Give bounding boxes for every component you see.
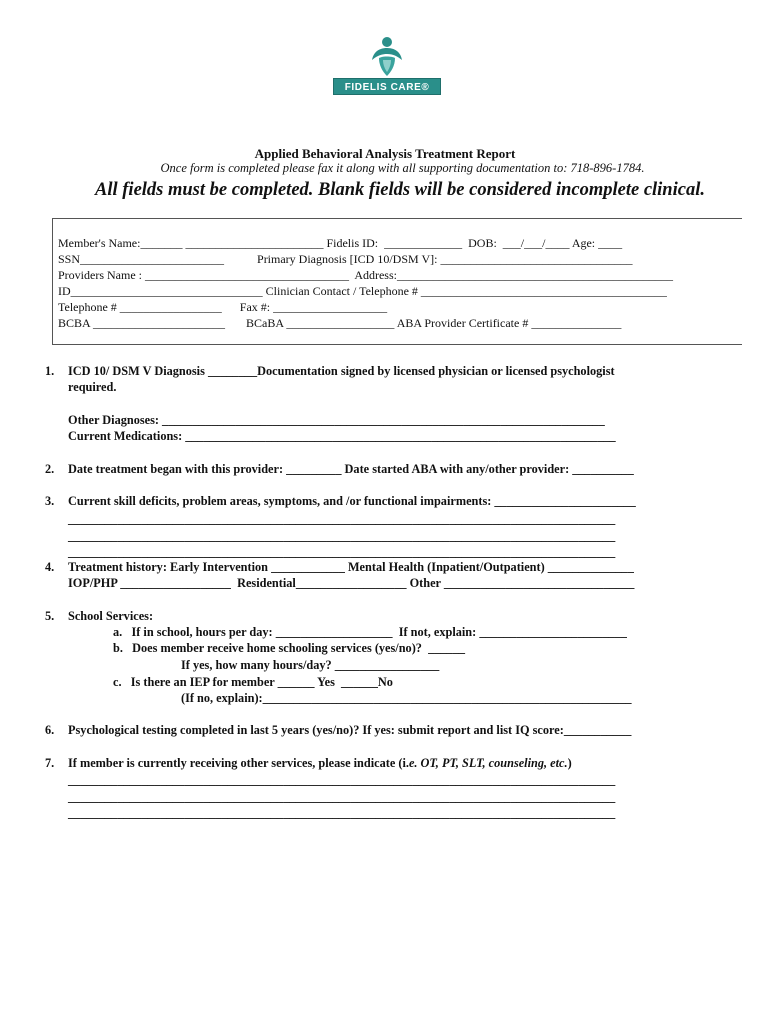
id-clinician-line[interactable]: ID________________________________ Clinician Contact / Telephone # _________________________________________	[58, 284, 667, 298]
ssn-diagnosis-line[interactable]: SSN________________________ Primary Diagnosis [ICD 10/DSM V]: ________________________________	[58, 252, 633, 266]
q5c-iep-field[interactable]: c. Is there an IEP for member ______ Yes ______No	[113, 675, 393, 689]
question-number: 2.	[45, 462, 55, 476]
fidelis-care-logo	[333, 34, 441, 96]
q4-treatment-history-field[interactable]: Treatment history: Early Intervention ____________ Mental Health (Inpatient/Outpatient) ______________	[68, 560, 634, 574]
completion-warning: All fields must be completed. Blank fields will be considered incomplete clinical.	[95, 180, 705, 200]
telephone-fax-line[interactable]: Telephone # _________________ Fax #: ___________________	[58, 300, 388, 314]
question-number: 1.	[45, 364, 55, 378]
q1-other-diagnoses-field[interactable]: Other Diagnoses: ________________________________________________________________________	[68, 413, 605, 427]
brand-wordmark: FIDELIS CARE®	[333, 78, 441, 95]
bcba-certificate-line[interactable]: BCBA ______________________ BCaBA __________________ ABA Provider Certificate # _______________	[58, 316, 622, 330]
q5c-explain-field[interactable]: (If no, explain):____________________________________________________________	[181, 691, 632, 705]
question-number: 4.	[45, 560, 55, 574]
q5-school-services-label: School Services:	[68, 609, 154, 623]
question-number: 5.	[45, 609, 55, 623]
caring-figure-icon	[369, 34, 405, 78]
q5a-hours-field[interactable]: a. If in school, hours per day: ___________________ If not, explain: ________________________	[113, 625, 627, 639]
q7-blank-line[interactable]: _________________________________________________________________________________________	[68, 790, 616, 804]
question-number: 7.	[45, 756, 55, 770]
q1-current-medications-field[interactable]: Current Medications: ______________________________________________________________________	[68, 429, 616, 443]
q7-other-services-label	[68, 756, 572, 771]
q4-iop-residential-field[interactable]: IOP/PHP __________________ Residential__________________ Other _______________________________	[68, 576, 635, 590]
member-name-line[interactable]: Member's Name:_______ _______________________ Fidelis ID: _____________ DOB: ___/___/____ Age: ____	[58, 236, 623, 250]
q5b-home-schooling-field[interactable]: b. Does member receive home schooling services (yes/no)? ______	[113, 641, 465, 655]
q7-blank-line[interactable]: _________________________________________________________________________________________	[68, 806, 616, 820]
q1-diagnosis-line[interactable]: ICD 10/ DSM V Diagnosis ________Documentation signed by licensed physician or licensed psychologist	[68, 364, 615, 378]
q5b-hours-per-day-field[interactable]: If yes, how many hours/day? _________________	[181, 658, 440, 672]
q2-treatment-dates-field[interactable]: Date treatment began with this provider: _________ Date started ABA with any/other provider: __________	[68, 462, 634, 476]
q1-required-text: required.	[68, 380, 117, 394]
q3-blank-line[interactable]: _________________________________________________________________________________________	[68, 512, 616, 526]
q3-blank-line[interactable]: _________________________________________________________________________________________	[68, 545, 616, 559]
q7-text-examples: e. OT, PT, SLT, counseling, etc.	[408, 756, 568, 770]
question-number: 6.	[45, 723, 55, 737]
provider-address-line[interactable]: Providers Name : __________________________________ Address:______________________________________________	[58, 268, 673, 282]
question-number: 3.	[45, 494, 55, 508]
q7-text-a: If member is currently receiving other services, please indicate (i.	[68, 756, 409, 770]
page-title: Applied Behavioral Analysis Treatment Report	[254, 146, 516, 161]
q3-skill-deficits-field[interactable]: Current skill deficits, problem areas, symptoms, and /or functional impairments: _______________________	[68, 494, 636, 508]
q7-blank-line[interactable]: _________________________________________________________________________________________	[68, 773, 616, 787]
q7-text-close: )	[567, 756, 572, 770]
q6-psych-testing-field[interactable]: Psychological testing completed in last 5 years (yes/no)? If yes: submit report and list IQ score:___________	[68, 723, 632, 737]
q3-blank-line[interactable]: _________________________________________________________________________________________	[68, 529, 616, 543]
fax-instructions: Once form is completed please fax it along with all supporting documentation to: 718-896-1784.	[160, 161, 645, 175]
